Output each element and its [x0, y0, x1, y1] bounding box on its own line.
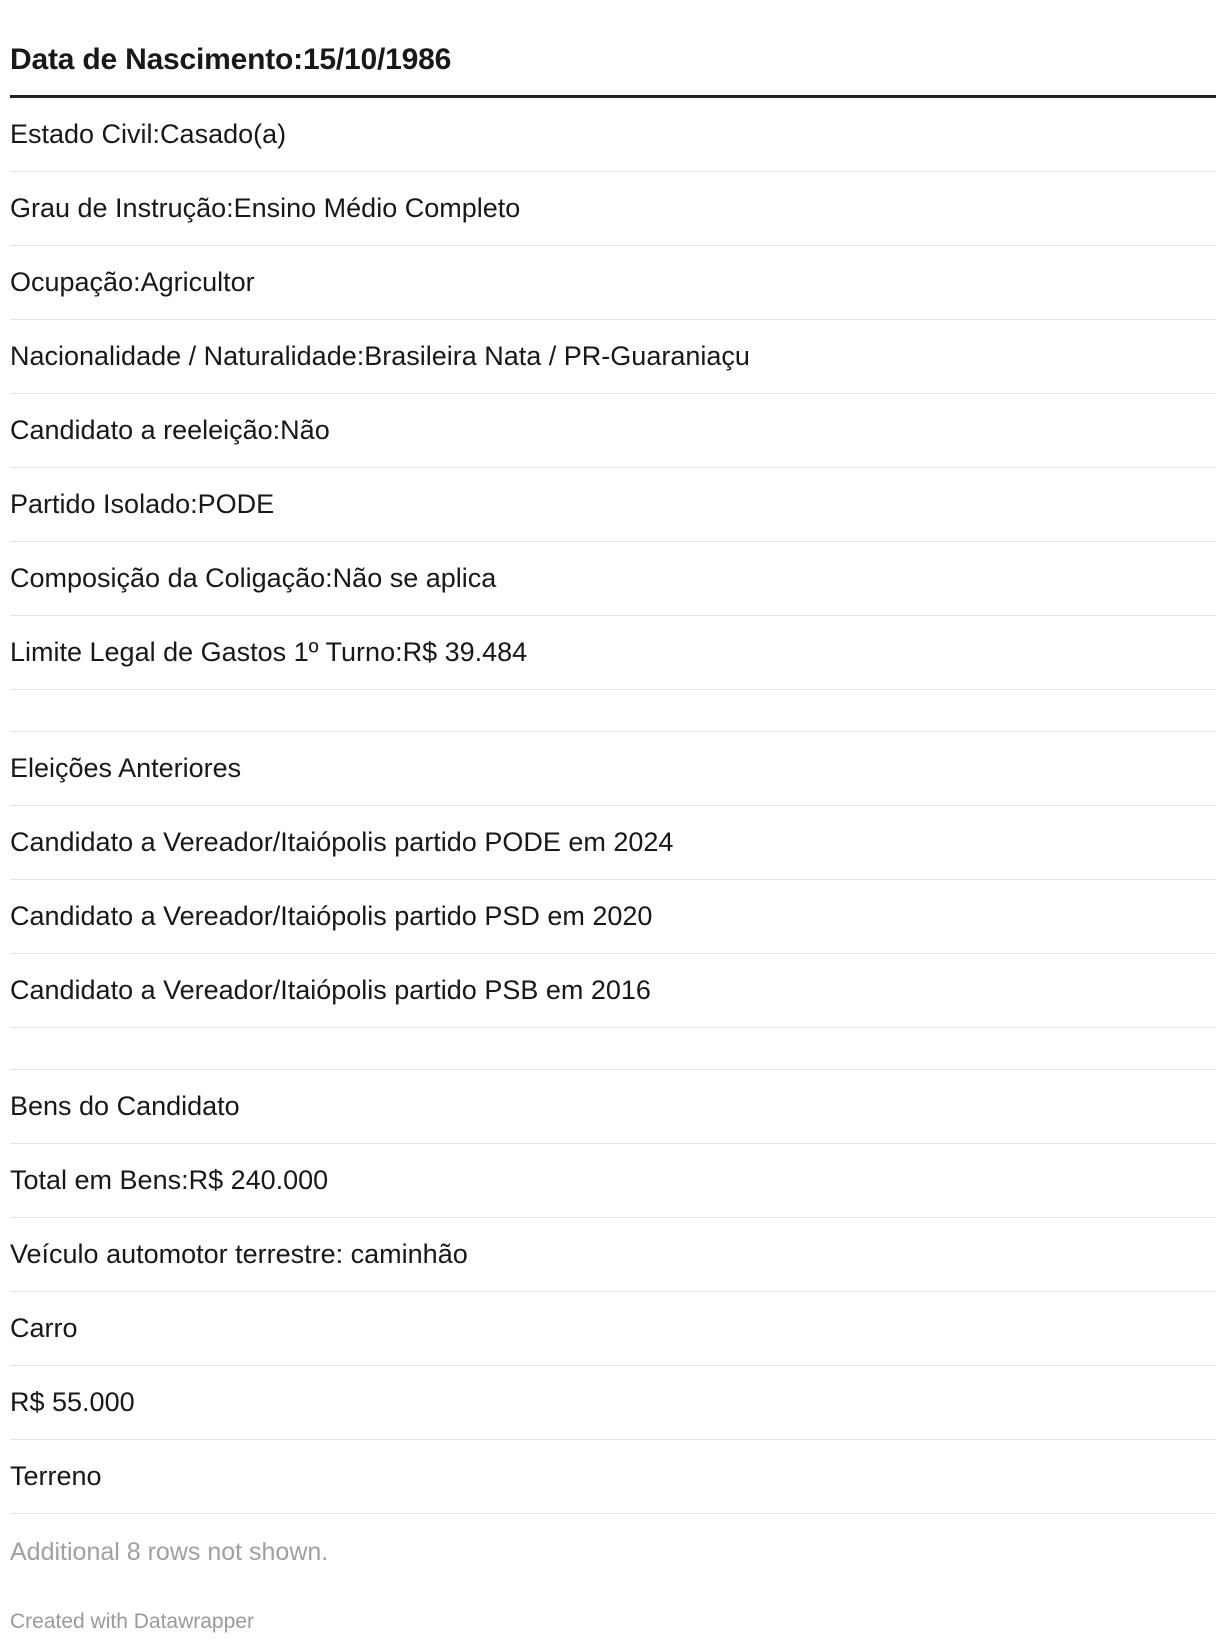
- table-row: [10, 1028, 1216, 1070]
- data-table: [10, 0, 1216, 1514]
- table-cell: Estado Civil:Casado(a): [10, 119, 287, 149]
- table-cell: Bens do Candidato: [10, 1091, 240, 1121]
- table-cell: Terreno: [10, 1461, 102, 1491]
- table-header: [10, 0, 1216, 98]
- table-row: [10, 1070, 1216, 1144]
- table-row: [10, 1292, 1216, 1366]
- table-cell: Ocupação:Agricultor: [10, 267, 255, 297]
- table-cell: Total em Bens:R$ 240.000: [10, 1165, 329, 1195]
- table-cell: Grau de Instrução:Ensino Médio Completo: [10, 193, 521, 223]
- table-cell: Limite Legal de Gastos 1º Turno:R$ 39.484: [10, 637, 528, 667]
- table-row: [10, 1144, 1216, 1218]
- table-row: [10, 954, 1216, 1028]
- table-cell: Carro: [10, 1313, 78, 1343]
- table-row: [10, 732, 1216, 806]
- table-cell: Veículo automotor terrestre: caminhão: [10, 1239, 468, 1269]
- table-cell: Candidato a Vereador/Itaiópolis partido PODE em 2024: [10, 827, 674, 857]
- table-row: [10, 394, 1216, 468]
- table-cell: Candidato a Vereador/Itaiópolis partido PSD em 2020: [10, 901, 653, 931]
- datawrapper-credit[interactable]: Created with Datawrapper: [10, 1610, 254, 1633]
- table-row: [10, 98, 1216, 172]
- table-row: [10, 806, 1216, 880]
- table-row: [10, 542, 1216, 616]
- table-cell: Eleições Anteriores: [10, 753, 242, 783]
- table-row: [10, 880, 1216, 954]
- header-title: Data de Nascimento:15/10/1986: [10, 43, 452, 76]
- table-row: [10, 172, 1216, 246]
- table-cell: Candidato a reeleição:Não: [10, 415, 330, 445]
- table-cell: Composição da Coligação:Não se aplica: [10, 563, 497, 593]
- table-row: [10, 690, 1216, 732]
- table-row: [10, 246, 1216, 320]
- table-cell: Candidato a Vereador/Itaiópolis partido PSB em 2016: [10, 975, 651, 1005]
- table-row: [10, 616, 1216, 690]
- table-cell: Nacionalidade / Naturalidade:Brasileira Nata / PR-Guaraniaçu: [10, 341, 750, 371]
- table-body: [10, 98, 1216, 1514]
- table-row: [10, 320, 1216, 394]
- table-cell: R$ 55.000: [10, 1387, 135, 1417]
- table-row: [10, 1440, 1216, 1514]
- table-cell: Partido Isolado:PODE: [10, 489, 275, 519]
- table-notes: Additional 8 rows not shown.: [10, 1538, 329, 1566]
- table-row: [10, 1366, 1216, 1440]
- table-row: [10, 468, 1216, 542]
- table-row: [10, 1218, 1216, 1292]
